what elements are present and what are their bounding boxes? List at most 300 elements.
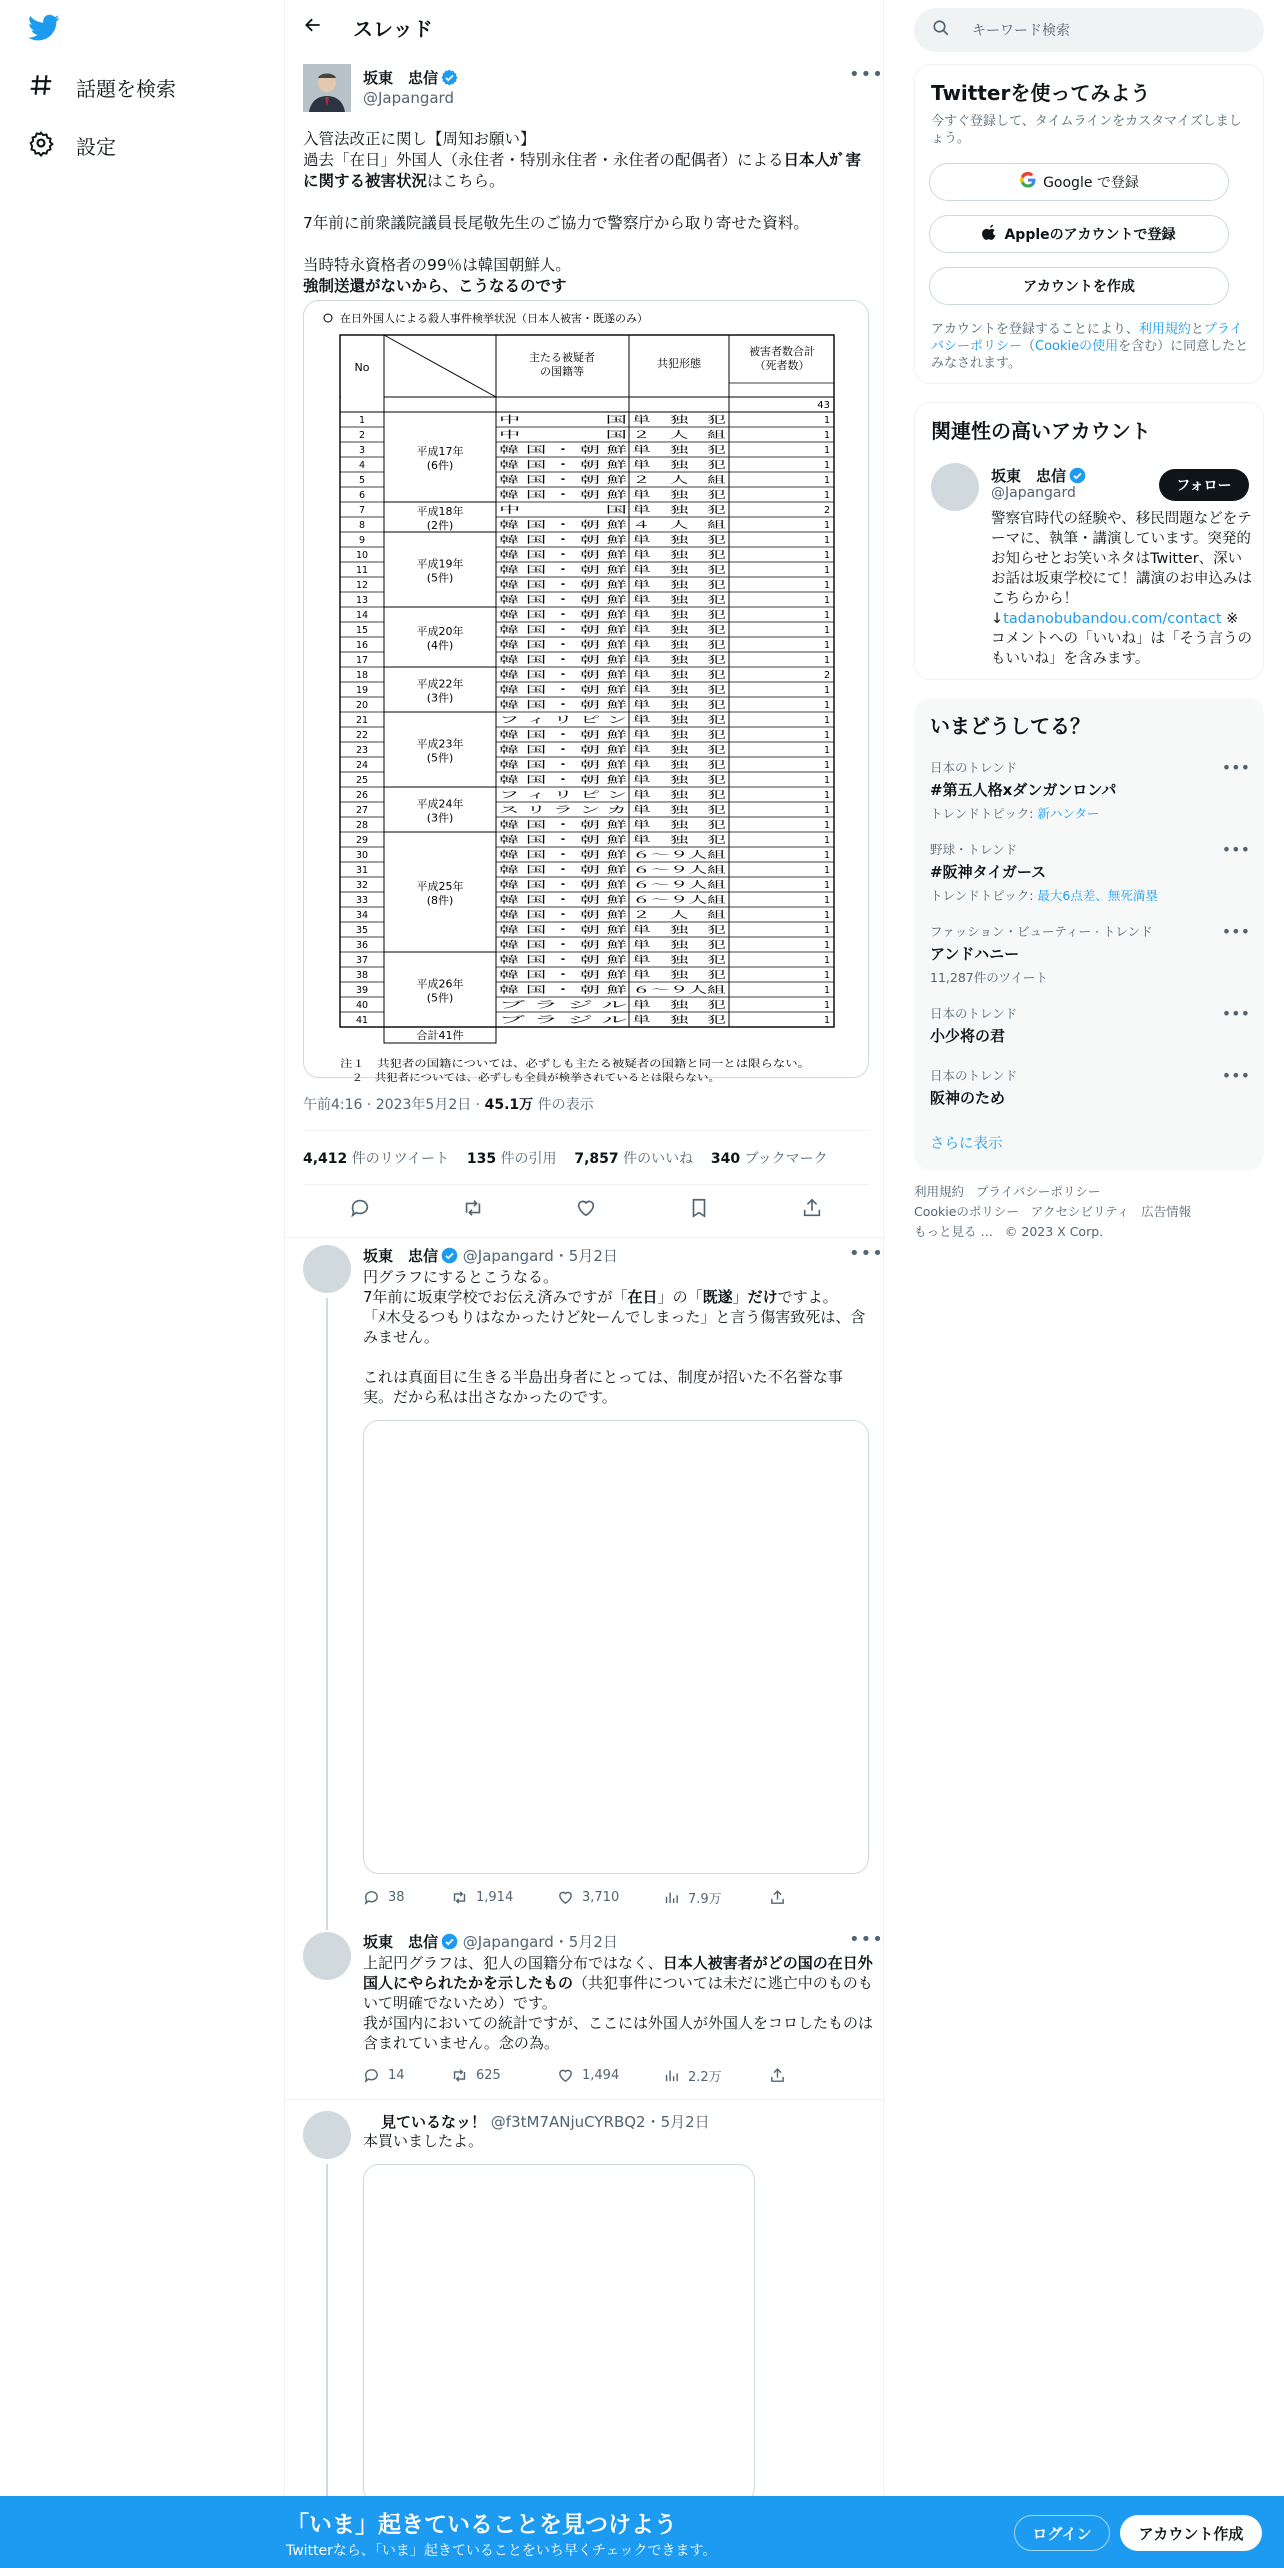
trend-item[interactable] (930, 758, 1250, 822)
reply-author-name[interactable]: 坂東 忠信 (363, 1247, 439, 1265)
year-group-count: (3件) (426, 811, 454, 825)
more-options-icon[interactable]: ••• (849, 1243, 884, 1264)
reply-author-name[interactable]: 坂東 忠信 (363, 1933, 439, 1951)
reply-icon (363, 1889, 380, 1906)
row-nationality: ス リ ラ ン カ (499, 805, 627, 816)
tweet-line: 入管法改正に関し【周知お願い】 (303, 130, 536, 148)
trend-name: アンドハニー (930, 945, 1020, 963)
row-victims: 1 (823, 775, 830, 786)
row-number: 23 (355, 745, 369, 756)
related-handle[interactable]: @Japangard (991, 485, 1076, 501)
bold-span: 強制送還がないから、こうなるのです (303, 277, 567, 295)
related-accounts-card (914, 402, 1264, 680)
row-accomplice: 単 独 犯 (632, 760, 680, 771)
views-count: 7.9万 (688, 1892, 722, 1907)
row-nationality: 韓 国 ・ 朝 鮮 (499, 700, 559, 711)
row-nationality: 韓 国 ・ 朝 鮮 (499, 670, 559, 681)
trend-topic-link[interactable]: 新ハンター (1037, 806, 1100, 821)
col-nationality: 主たる被疑者 (529, 351, 595, 364)
page-title: スレッド (353, 16, 433, 41)
more-options-icon[interactable]: ••• (849, 1929, 884, 1950)
year-group-label: 平成18年 (416, 505, 464, 518)
bio-text: ※ コメントへの「いいね」は「そう言うのもいいね」を含みます。 (991, 611, 1252, 667)
row-number: 26 (355, 790, 369, 801)
bold-span: 日本人ｶﾞ害に関する被害状況 (303, 151, 862, 190)
retweet-count: 4,412 (303, 1151, 348, 1167)
avatar[interactable] (303, 1245, 351, 1293)
row-accomplice: 単 独 犯 (632, 580, 680, 591)
row-accomplice: 単 独 犯 (632, 670, 680, 681)
row-number: 9 (358, 535, 366, 546)
year-group-label: 平成23年 (416, 737, 464, 751)
footer-more-link[interactable]: もっと見る … (914, 1224, 993, 1239)
year-group-label: 平成20年 (416, 625, 464, 638)
row-nationality: 韓 国 ・ 朝 鮮 (499, 445, 559, 456)
signup-button[interactable]: アカウント作成 (1120, 2515, 1262, 2551)
share-icon (769, 1889, 786, 1906)
tweet-text (303, 129, 869, 297)
row-number: 12 (355, 580, 369, 591)
create-account-button[interactable]: アカウントを作成 (929, 267, 1229, 305)
terms-link[interactable]: 利用規約 (1138, 322, 1191, 337)
retweet-icon[interactable] (462, 1197, 484, 1223)
related-account-name[interactable] (991, 465, 1086, 486)
total-victims: 43 (817, 400, 830, 411)
row-victims: 1 (823, 655, 830, 666)
reply-text (363, 1267, 869, 1407)
thread-line (326, 2164, 328, 2496)
year-group-count: (5件) (426, 991, 454, 1005)
back-arrow-icon[interactable] (303, 15, 323, 39)
row-nationality: 韓 国 ・ 朝 鮮 (499, 655, 559, 666)
year-group-label: 平成24年 (416, 797, 464, 811)
row-victims: 1 (823, 490, 830, 501)
share-button[interactable] (769, 1888, 786, 1907)
trend-item[interactable] (930, 922, 1250, 986)
row-number: 38 (355, 970, 369, 981)
reply-date[interactable]: ・5月2日 (553, 1933, 618, 1951)
retweet-icon (451, 2067, 468, 2084)
nav-settings[interactable] (28, 130, 116, 161)
reply-date[interactable]: ・5月2日 (553, 1247, 618, 1265)
row-number: 5 (358, 475, 366, 486)
text-span: 過去「在日」外国人（永住者・特別永住者・永住者の配偶者）による (303, 151, 784, 169)
row-victims: 1 (823, 445, 830, 456)
trends-card (914, 698, 1264, 1170)
trend-topic-link[interactable]: 最大6点差、無死満塁 (1037, 888, 1158, 903)
time-text: 午前4:16 · 2023年5月2日 · (303, 1097, 485, 1113)
reply-text (363, 1953, 873, 2053)
row-nationality: 韓 国 ・ 朝 鮮 (499, 895, 559, 906)
year-group-count: (3件) (426, 691, 454, 705)
bookmark-label: ブックマーク (740, 1151, 828, 1167)
row-nationality: フ ィ リ ピ ン (499, 790, 627, 801)
text-span: と (1190, 322, 1204, 337)
trend-item[interactable] (930, 1066, 1250, 1108)
reply-line: 円グラフにするとこうなる。 (363, 1268, 559, 1286)
retweets-stat[interactable] (303, 1151, 449, 1167)
more-options-icon[interactable]: ••• (1221, 758, 1250, 777)
share-button[interactable] (769, 2066, 786, 2085)
row-number: 2 (358, 430, 366, 441)
row-number: 28 (355, 820, 369, 831)
thread-header (285, 0, 885, 54)
privacy-link[interactable]: プライバシーポリシー (931, 322, 1243, 354)
bio-link[interactable]: tadanobubandou.com/contact (1003, 611, 1222, 627)
trend-context: 日本のトレンド (930, 760, 1018, 775)
row-nationality: 韓 国 ・ 朝 鮮 (499, 625, 559, 636)
col-victims: 被害者数合計 (749, 345, 815, 358)
row-number: 22 (355, 730, 369, 741)
row-number: 39 (355, 985, 369, 996)
row-nationality: 韓 国 ・ 朝 鮮 (499, 565, 559, 576)
retweet-count: 1,914 (476, 1890, 514, 1905)
views-button[interactable] (663, 1888, 769, 1907)
trend-sub-label: トレンドトピック: (930, 806, 1038, 821)
row-victims: 1 (823, 580, 830, 591)
footer-links (914, 1182, 1244, 1242)
footer-cookie-link[interactable]: Cookieのポリシー (914, 1204, 1019, 1219)
row-accomplice: 単 独 犯 (632, 415, 680, 426)
views-chart-icon (663, 1889, 680, 1906)
google-signup-label: Google で登録 (1043, 175, 1139, 191)
trend-sub (930, 886, 1250, 904)
avatar[interactable] (303, 2111, 351, 2159)
row-nationality: ブ ラ ジ ル (499, 1000, 629, 1011)
search-bar[interactable] (914, 8, 1264, 52)
like-icon (557, 2067, 574, 2084)
total-count: 合計41件 (416, 1029, 464, 1042)
retweet-button[interactable] (451, 2066, 557, 2085)
row-victims: 1 (823, 940, 830, 951)
col-nationality: の国籍等 (540, 365, 584, 378)
row-accomplice: 単 独 犯 (632, 505, 680, 516)
text-span: 」の「 (657, 1288, 703, 1306)
trend-item[interactable] (930, 840, 1250, 904)
row-accomplice: ６～９人組 (632, 865, 680, 876)
row-victims: 1 (823, 685, 830, 696)
cookie-link[interactable]: Cookieの使用 (1035, 339, 1119, 354)
row-nationality: 韓 国 ・ 朝 鮮 (499, 985, 559, 996)
row-number: 4 (358, 460, 366, 471)
year-group-label: 平成26年 (416, 977, 464, 991)
row-number: 36 (355, 940, 369, 951)
tweet-actions (303, 1194, 869, 1226)
nav-explore-label: 話題を検索 (76, 77, 176, 101)
row-accomplice: ２ 人 組 (632, 910, 680, 921)
tweet-stats (303, 1148, 828, 1168)
trend-name: #第五人格xダンガンロンパ (930, 781, 1117, 799)
row-accomplice: 単 独 犯 (632, 835, 680, 846)
banner-headline: 「いま」起きていることを見つけよう (286, 2512, 677, 2538)
row-accomplice: 単 独 犯 (632, 610, 680, 621)
row-nationality: 韓 国 ・ 朝 鮮 (499, 910, 559, 921)
row-accomplice: 単 独 犯 (632, 715, 680, 726)
bio-text: 警察官時代の経験や、移民問題などをテーマに、執筆・講演しています。突発的お知らせとお笑いネタはTwitter、深いお話は坂東学校にて！講演のお申込みはこちらから！↓ (991, 511, 1252, 627)
row-accomplice: 単 独 犯 (632, 535, 680, 546)
row-victims: 1 (823, 430, 830, 441)
row-accomplice: ６～９人組 (632, 880, 680, 891)
bookmark-icon[interactable] (688, 1197, 710, 1223)
text-span: はこちら。 (427, 172, 505, 190)
row-nationality: 韓 国 ・ 朝 鮮 (499, 595, 559, 606)
tweet-line: 当時特永資格者の99％は韓国朝鮮人。 (303, 256, 571, 274)
row-accomplice: 単 独 犯 (632, 925, 680, 936)
row-accomplice: 単 独 犯 (632, 640, 680, 651)
row-number: 14 (355, 610, 369, 621)
views-label: 件の表示 (533, 1097, 594, 1113)
bookmark-count: 340 (710, 1151, 741, 1167)
row-number: 30 (355, 850, 369, 861)
signup-banner (0, 2496, 1284, 2568)
divider (303, 1184, 869, 1185)
reply-button[interactable] (363, 1888, 451, 1907)
row-number: 31 (355, 865, 369, 876)
row-number: 40 (355, 1000, 369, 1011)
footer-ads-link[interactable]: 広告情報 (1141, 1204, 1192, 1219)
tweet-image[interactable] (303, 300, 869, 1084)
row-number: 37 (355, 955, 369, 966)
row-accomplice: 単 独 犯 (632, 955, 680, 966)
reply-actions (363, 1888, 786, 1907)
row-accomplice: ６～９人組 (632, 850, 680, 861)
views-chart-icon (663, 2067, 680, 2084)
year-group-count: (4件) (426, 639, 454, 652)
more-options-icon[interactable]: ••• (1221, 1004, 1250, 1023)
row-number: 32 (355, 880, 369, 891)
row-victims: 1 (823, 805, 830, 816)
row-accomplice: 単 独 犯 (632, 625, 680, 636)
row-nationality: 中 国 (499, 505, 557, 516)
like-icon (557, 1889, 574, 1906)
row-accomplice: ４ 人 組 (632, 520, 680, 531)
row-number: 20 (355, 700, 369, 711)
doc-title: 在日外国人による殺人事件検挙状況（日本人被害・既遂のみ） (340, 312, 648, 325)
login-button[interactable]: ログイン (1014, 2515, 1110, 2551)
col-victims: （死者数） (754, 359, 810, 372)
row-accomplice: 単 独 犯 (632, 820, 680, 831)
trend-item[interactable] (930, 1004, 1250, 1046)
row-accomplice: 単 独 犯 (632, 460, 680, 471)
reply-button[interactable] (363, 2066, 451, 2085)
text-span: アカウントを登録することにより、 (931, 322, 1139, 337)
reply-date[interactable]: ・5月2日 (645, 2113, 710, 2131)
row-accomplice: 単 独 犯 (632, 700, 680, 711)
row-number: 35 (355, 925, 369, 936)
quote-label: 件の引用 (496, 1151, 557, 1167)
avatar[interactable] (303, 64, 351, 112)
verified-badge-icon (441, 1933, 458, 1950)
bold-span: 日本人被害者がどの国の在日外国人にやられたかを示したもの (363, 1954, 873, 1992)
retweet-icon (451, 1889, 468, 1906)
reply-line: 「ﾒ木殳るつもりはなかったけどﾀﾋーんでしまった」と言う傷害致死は、含みません。 (363, 1308, 866, 1346)
row-victims: 1 (823, 850, 830, 861)
row-nationality: 韓 国 ・ 朝 鮮 (499, 610, 559, 621)
like-button[interactable] (557, 1888, 663, 1907)
row-number: 27 (355, 805, 369, 816)
reply-header (363, 1245, 618, 1266)
row-victims: 1 (823, 625, 830, 636)
year-group-label: 平成17年 (416, 445, 464, 458)
row-nationality: 韓 国 ・ 朝 鮮 (499, 940, 559, 951)
bold-span: 既遂 (702, 1288, 733, 1306)
row-accomplice: 単 独 犯 (632, 550, 680, 561)
reply-header (363, 1931, 618, 1952)
divider (285, 1237, 885, 1238)
text-span: 」 (732, 1288, 748, 1306)
row-accomplice: ２ 人 組 (632, 475, 680, 486)
views-button[interactable] (663, 2066, 769, 2085)
follow-button[interactable]: フォロー (1159, 469, 1249, 501)
row-nationality: 韓 国 ・ 朝 鮮 (499, 775, 559, 786)
reply-image-placeholder[interactable] (363, 2164, 755, 2504)
bookmarks-stat (711, 1151, 828, 1167)
row-number: 10 (355, 550, 369, 561)
gear-icon (28, 130, 54, 161)
row-victims: 1 (823, 925, 830, 936)
google-icon (1019, 171, 1037, 193)
row-number: 34 (355, 910, 369, 921)
row-number: 6 (358, 490, 366, 501)
year-group-count: (6件) (426, 459, 454, 472)
tweet-timestamp[interactable] (303, 1094, 594, 1114)
row-accomplice: 単 独 犯 (632, 730, 680, 741)
reply-author-name[interactable]: 見ているなッ！ (381, 2113, 487, 2131)
related-bio (991, 509, 1253, 669)
reply-author-handle[interactable]: @Japangard (462, 1933, 554, 1951)
text-span: 7年前に坂東学校でお伝え済みですが「 (363, 1288, 628, 1306)
row-nationality: 韓 国 ・ 朝 鮮 (499, 550, 559, 561)
row-number: 16 (355, 640, 369, 651)
row-nationality: 韓 国 ・ 朝 鮮 (499, 835, 559, 846)
share-icon (769, 2067, 786, 2084)
row-number: 17 (355, 655, 369, 666)
like-count: 3,710 (582, 1890, 620, 1905)
row-number: 29 (355, 835, 369, 846)
col-accomplice: 共犯形態 (657, 357, 701, 370)
row-accomplice: ６～９人組 (632, 895, 680, 906)
row-victims: 1 (823, 640, 830, 651)
row-victims: 2 (823, 505, 830, 516)
search-placeholder: キーワード検索 (972, 23, 1070, 39)
likes-stat[interactable] (574, 1151, 693, 1167)
author-name[interactable]: 坂東 忠信 (363, 67, 458, 88)
row-nationality: 韓 国 ・ 朝 鮮 (499, 820, 559, 831)
reply-line (363, 1287, 869, 1307)
divider (303, 1130, 869, 1131)
quotes-stat[interactable] (467, 1151, 557, 1167)
banner-subtext: Twitterなら、「いま」起きていることをいち早くチェックできます。 (286, 2543, 717, 2559)
nav-settings-label: 設定 (76, 135, 116, 159)
table-diagonal-line (384, 335, 496, 397)
trend-sub (930, 804, 1250, 822)
apple-icon (982, 223, 998, 245)
reply-count: 14 (388, 2068, 405, 2083)
footer-terms-link[interactable]: 利用規約 (914, 1184, 965, 1199)
more-options-icon[interactable]: ••• (1221, 922, 1250, 941)
main-column (284, 0, 884, 2568)
trends-title: いまどうしてる？ (930, 714, 1090, 738)
reply-image-placeholder[interactable] (363, 1420, 869, 1874)
signup-subtitle: 今すぐ登録して、タイムラインをカスタマイズしましょう。 (931, 114, 1242, 146)
terms-notice (931, 321, 1251, 372)
more-options-icon[interactable]: ••• (1221, 840, 1250, 859)
reply-icon[interactable] (349, 1197, 371, 1223)
row-nationality: ブ ラ ジ ル (499, 1015, 629, 1026)
like-icon[interactable] (575, 1197, 597, 1223)
row-number: 18 (355, 670, 369, 681)
row-number: 3 (358, 445, 366, 456)
trend-context: 日本のトレンド (930, 1068, 1018, 1083)
nav-explore[interactable] (28, 72, 176, 103)
trend-context: ファッション・ビューティー · トレンド (930, 924, 1153, 939)
row-victims: 1 (823, 745, 830, 756)
year-group-label: 平成25年 (416, 880, 464, 893)
text-span: を含む）に同意したとみなされます。 (931, 339, 1249, 371)
row-victims: 1 (823, 475, 830, 486)
row-number: 1 (358, 415, 366, 426)
bold-span: 在日 (627, 1288, 658, 1306)
footnote: 注１ 共犯者の国籍については、必ずしも主たる被疑者の国籍と同一とは限らない。 (340, 1059, 720, 1070)
like-count: 1,494 (582, 2068, 620, 2083)
avatar[interactable] (303, 1932, 351, 1980)
related-name: 坂東 忠信 (991, 467, 1067, 485)
row-accomplice: 単 独 犯 (632, 595, 680, 606)
row-nationality: 韓 国 ・ 朝 鮮 (499, 535, 559, 546)
apple-signup-button[interactable] (929, 215, 1229, 253)
row-accomplice: 単 独 犯 (632, 970, 680, 981)
row-number: 33 (355, 895, 369, 906)
row-victims: 1 (823, 730, 830, 741)
police-statistics-table-image (304, 301, 870, 1084)
row-nationality: フ ィ リ ピ ン (499, 715, 627, 726)
quote-count: 135 (466, 1151, 497, 1167)
share-icon[interactable] (801, 1197, 823, 1223)
row-victims: 1 (823, 790, 830, 801)
twitter-logo-icon[interactable] (28, 14, 60, 46)
like-button[interactable] (557, 2066, 663, 2085)
footer-a11y-link[interactable]: アクセシビリティ (1030, 1204, 1130, 1219)
search-icon (932, 19, 950, 41)
row-number: 13 (355, 595, 369, 606)
row-accomplice: ２ 人 組 (632, 430, 680, 441)
author-handle[interactable]: @Japangard (363, 89, 454, 107)
row-number: 21 (355, 715, 369, 726)
year-group-count: (5件) (426, 751, 454, 765)
reply-author-handle[interactable]: @Japangard (462, 1247, 554, 1265)
row-victims: 1 (823, 715, 830, 726)
footer-privacy-link[interactable]: プライバシーポリシー (975, 1184, 1101, 1199)
retweet-button[interactable] (451, 1888, 557, 1907)
row-victims: 1 (823, 895, 830, 906)
row-number: 7 (358, 505, 366, 516)
google-signup-button[interactable] (929, 163, 1229, 201)
more-options-icon[interactable]: ••• (849, 64, 884, 85)
trend-context: 日本のトレンド (930, 1006, 1018, 1021)
tweet-line (303, 276, 869, 297)
avatar[interactable] (931, 463, 979, 511)
row-accomplice: 単 独 犯 (632, 490, 680, 501)
retweet-count: 625 (476, 2068, 501, 2083)
reply-author-handle[interactable]: @f3tM7ANjuCYRBQ2 (490, 2113, 646, 2131)
row-accomplice: 単 独 犯 (632, 775, 680, 786)
signup-title: Twitterを使ってみよう (931, 81, 1151, 105)
row-accomplice: 単 独 犯 (632, 1015, 680, 1026)
show-more-link[interactable]: さらに表示 (930, 1136, 1003, 1152)
more-options-icon[interactable]: ••• (1221, 1066, 1250, 1085)
row-accomplice: 単 独 犯 (632, 805, 680, 816)
row-victims: 1 (823, 760, 830, 771)
